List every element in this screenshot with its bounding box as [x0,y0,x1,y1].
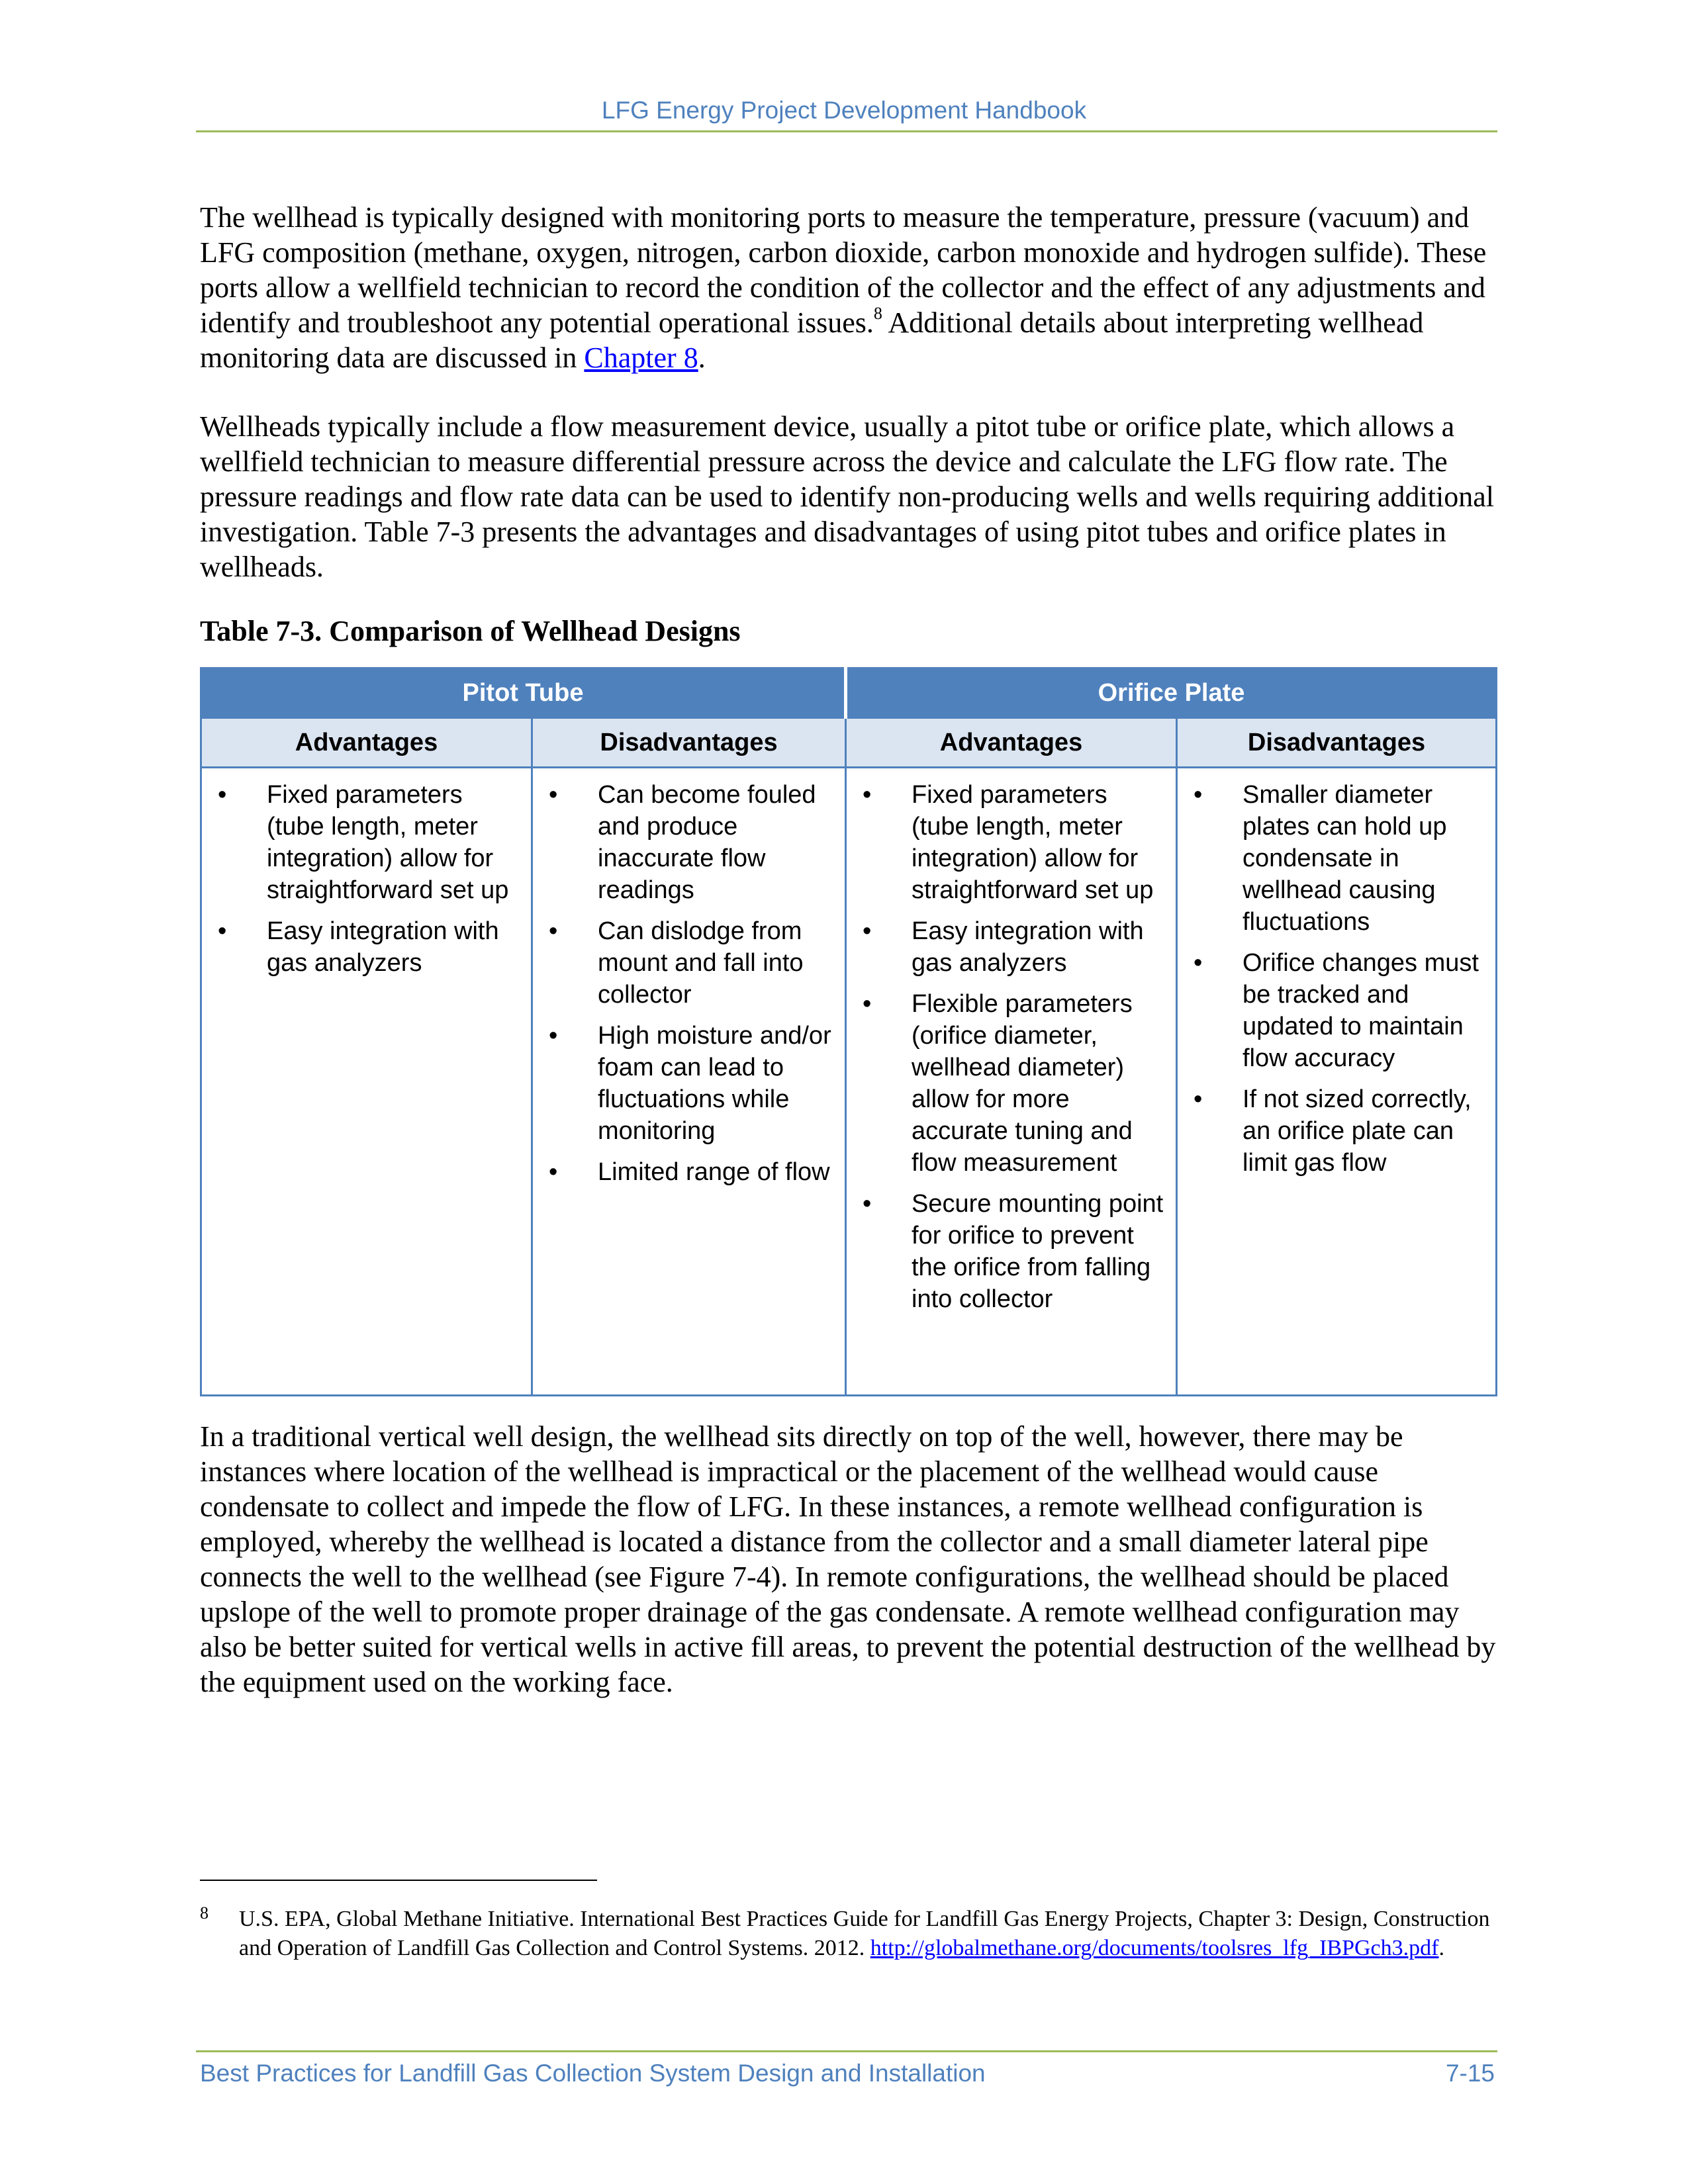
running-header: LFG Energy Project Development Handbook [601,97,1087,124]
bullet-icon: • [218,781,227,809]
running-footer: Best Practices for Landfill Gas Collection System Design and Installation [200,2060,986,2087]
pitot-disadvantages-list [545,779,837,1188]
list-item: • High moisture and/or foam can lead to fluctuations while monitoring [545,1020,837,1147]
footnote-text: U.S. EPA, Global Methane Initiative. International Best Practices Guide for Landfill Gas Energy Projects, Chapter 3: Design, Construction and Operation of Landfill Gas Collection and Control Systems. 2012. http://globalmethane.org/documents/toolsres_lfg_IBPGch3.pdf. [239,1907,1490,1960]
paragraph-wellhead-monitoring: The wellhead is typically designed with monitoring ports to measure the temperature, pressure (vacuum) and LFG composition (methane, oxygen, nitrogen, carbon dioxide, carbon monoxide and hydrogen sulfide). These ports allow a wellfield technician to record the condition of the collector and the effect of any adjustments and identify and troubleshoot any potential operational issues.$^8$ Additional details about interpreting wellhead monitoring data are discussed in Chapter 8. [200,201,1487,374]
bullet-icon: • [1194,949,1203,977]
table-caption: Table 7-3. Comparison of Wellhead Designs [200,615,741,647]
bullet-icon: • [1194,1085,1203,1113]
list-item: • Limited range of flow [545,1156,837,1188]
footnote-number: 8 [200,1903,209,1923]
paragraph-remote-wellhead: In a traditional vertical well design, the wellhead sits directly on top of the well, however, there may be instances where location of the wellhead is impractical or the placement of the wellhead would cause condensate to collect and impede the flow of LFG. In these instances, a remote wellhead configuration is employed, whereby the wellhead is located a distance from the collector and a small diameter lateral pipe connects the well to the wellhead (see Figure 7-4). In remote configurations, the wellhead should be placed upslope of the well to promote proper drainage of the gas condensate. A remote wellhead configuration may also be better suited for vertical wells in active fill areas, to prevent the potential destruction of the wellhead by the equipment used on the working face. [200,1420,1496,1698]
group-header-orifice-plate: Orifice Plate [846,668,1497,718]
orifice-advantages-list [859,779,1168,1315]
subheader-orifice-disadvantages: Disadvantages [1177,718,1497,768]
bullet-icon: • [549,1022,558,1050]
footnote-url-link[interactable]: http://globalmethane.org/documents/toolsres_lfg_IBPGch3.pdf [870,1936,1439,1960]
pitot-advantages-list [214,779,523,979]
list-item: • Secure mounting point for orifice to prevent the orifice from falling into collector [859,1188,1168,1315]
paragraph-flow-measurement: Wellheads typically include a flow measurement device, usually a pitot tube or orifice plate, which allows a wellfield technician to measure differential pressure across the device and calculate the LFG flow rate. The pressure readings and flow rate data can be used to identify non-producing wells and wells requiring additional investigation. Table 7-3 presents the advantages and disadvantages of using pitot tubes and orifice plates in wellheads. [200,410,1494,583]
bullet-icon: • [863,917,872,945]
pitot-disadvantages-cell [532,768,846,1396]
paragraph-text: Additional details about interpreting wellhead monitoring data are discussed in [200,306,1424,374]
page-number: 7-15 [1445,2060,1495,2087]
list-item: • Easy integration with gas analyzers [859,915,1168,979]
list-item: • Fixed parameters (tube length, meter integration) allow for straightforward set up [214,779,523,906]
footnote-reference[interactable]: 8 [873,304,882,324]
bullet-icon: • [549,917,558,945]
list-item: • Orifice changes must be tracked and updated to maintain flow accuracy [1190,947,1487,1074]
bullet-icon: • [863,990,872,1018]
bullet-icon: • [549,1158,558,1186]
orifice-disadvantages-list [1190,779,1487,1179]
header-divider [196,130,1497,132]
list-item: • Can become fouled and produce inaccurate flow readings [545,779,837,906]
footer-divider [196,2050,1497,2052]
chapter-8-link[interactable]: Chapter 8 [584,341,698,374]
list-item: • Can dislodge from mount and fall into collector [545,915,837,1011]
bullet-icon: • [863,1190,872,1218]
bullet-icon: • [863,781,872,809]
wellhead-comparison-table [200,667,1497,1396]
bullet-icon: • [1194,781,1203,809]
bullet-icon: • [549,781,558,809]
list-item: • If not sized correctly, an orifice plate can limit gas flow [1190,1083,1487,1179]
list-item: • Fixed parameters (tube length, meter integration) allow for straightforward set up [859,779,1168,906]
footnote-separator [200,1880,597,1881]
orifice-disadvantages-cell [1177,768,1497,1396]
list-item: • Flexible parameters (orifice diameter, wellhead diameter) allow for more accurate tuning and flow measurement [859,988,1168,1179]
subheader-pitot-disadvantages: Disadvantages [532,718,846,768]
subheader-orifice-advantages: Advantages [846,718,1177,768]
group-header-pitot-tube: Pitot Tube [201,668,846,718]
paragraph-text: The wellhead is typically designed with monitoring ports to measure the temperature, pressure (vacuum) and LFG composition (methane, oxygen, nitrogen, carbon dioxide, carbon monoxide and hydrogen sulfide). These ports allow a wellfield technician to record the condition of the collector and the effect of any adjustments and identify and troubleshoot any potential operational issues. [200,201,1487,339]
subheader-pitot-advantages: Advantages [201,718,532,768]
pitot-advantages-cell [201,768,532,1396]
list-item: • Smaller diameter plates can hold up condensate in wellhead causing fluctuations [1190,779,1487,938]
orifice-advantages-cell [846,768,1177,1396]
list-item: • Easy integration with gas analyzers [214,915,523,979]
bullet-icon: • [218,917,227,945]
